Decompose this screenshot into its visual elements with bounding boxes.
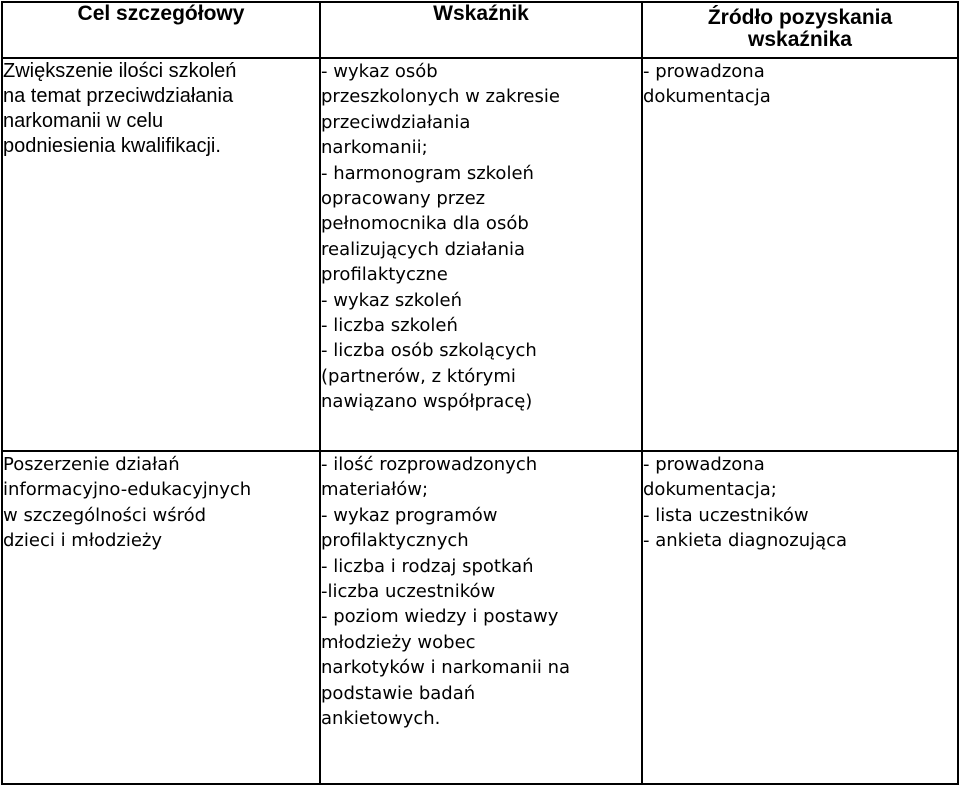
header-indicator-label: Wskaźnik (433, 2, 529, 25)
indicator-line: - ilość rozprowadzonych (321, 454, 538, 475)
indicator-line: - wykaz osób (321, 61, 438, 82)
source-line: dokumentacja (643, 86, 771, 108)
header-source-label-line2: wskaźnika (748, 28, 852, 51)
goal-line: podniesienia kwalifikacji. (3, 135, 221, 157)
indicator-line: -liczba uczestników (321, 581, 496, 603)
indicator-line: - wykaz szkoleń (321, 289, 463, 311)
indicator-line: nawiązano współpracę) (321, 391, 533, 413)
indicator-line: - poziom wiedzy i postawy (321, 606, 559, 628)
source-line: - prowadzona (643, 454, 765, 475)
indicator-line: młodzieży wobec (321, 631, 476, 653)
indicator-cell (320, 58, 642, 451)
indicator-line: - harmonogram szkoleń (321, 162, 534, 184)
indicator-line: pełnomocnika dla osób (321, 213, 529, 235)
indicator-line: profilaktycznych (321, 530, 469, 552)
indicator-line: profilaktyczne (321, 264, 448, 286)
goal-line: w szczególności wśród (3, 504, 207, 526)
indicator-line: narkomanii; (321, 137, 428, 159)
goal-line: Poszerzenie działań (3, 454, 180, 475)
table-row (2, 58, 958, 451)
header-source-label-line1: Źródło pozyskania (707, 6, 893, 29)
indicator-line: podstawie badań (321, 682, 476, 704)
header-goal-label: Cel szczegółowy (77, 2, 245, 25)
header-source (642, 2, 958, 58)
goal-line: informacyjno-edukacyjnych (3, 479, 252, 501)
source-cell (642, 58, 958, 451)
goal-line: narkomanii w celu (3, 110, 164, 132)
header-row (2, 2, 958, 58)
source-line: - prowadzona (643, 61, 765, 82)
indicator-line: narkotyków i narkomanii na (321, 657, 571, 679)
indicator-line: przeszkolonych w zakresie (321, 86, 560, 108)
indicators-table (1, 1, 959, 785)
indicator-line: realizujących działania (321, 238, 526, 260)
indicator-line: ankietowych. (321, 708, 441, 730)
goal-line: Zwiększenie ilości szkoleń (3, 60, 237, 82)
source-cell (642, 451, 958, 784)
indicator-line: - wykaz programów (321, 504, 498, 526)
indicator-line: materiałów; (321, 479, 429, 501)
indicator-line: (partnerów, z którymi (321, 365, 516, 387)
source-line: - lista uczestników (643, 504, 809, 526)
indicator-line: przeciwdziałania (321, 111, 471, 133)
source-line: - ankieta diagnozująca (643, 530, 848, 552)
indicator-line: opracowany przez (321, 188, 486, 210)
source-line: dokumentacja; (643, 479, 777, 501)
indicator-cell (320, 451, 642, 784)
indicator-line: - liczba i rodzaj spotkań (321, 555, 534, 577)
header-indicator (320, 2, 642, 58)
header-goal (2, 2, 320, 58)
indicator-line: - liczba szkoleń (321, 315, 458, 337)
goal-cell (2, 58, 320, 451)
indicator-line: - liczba osób szkolących (321, 340, 537, 362)
goal-line: dzieci i młodzieży (3, 530, 163, 552)
goal-cell (2, 451, 320, 784)
goal-line: na temat przeciwdziałania (3, 85, 234, 107)
table-row (2, 451, 958, 784)
